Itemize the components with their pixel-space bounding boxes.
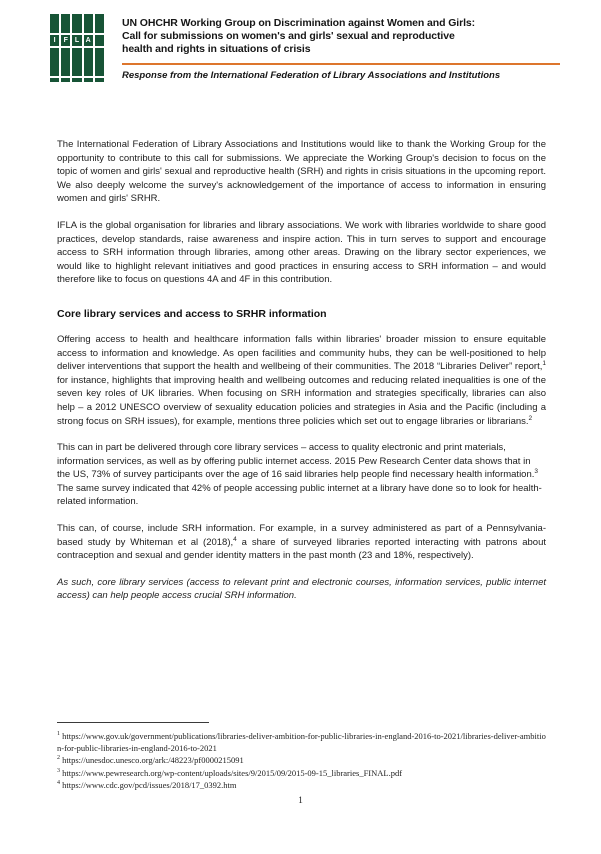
footnote-ref-2: 2	[528, 414, 533, 422]
logo-cell	[61, 78, 70, 82]
ifla-logo	[50, 14, 104, 82]
logo-cell	[72, 14, 81, 33]
logo-cell	[84, 48, 93, 76]
paragraph-health-info-mission	[57, 333, 546, 428]
footnote	[57, 754, 546, 766]
footnote-url[interactable]: https://www.gov.uk/government/publications/libraries-deliver-ambition-for-public-libraries-in-england-2016-to-2021/libraries-deliver-ambition-for-public-libraries-in-england-2016-to-2021	[57, 731, 546, 754]
logo-letter-l: L	[72, 35, 81, 46]
footnote-number: 1	[57, 731, 60, 738]
footnote	[57, 779, 546, 791]
logo-letter-a: A	[84, 35, 93, 46]
header-title-line: Call for submissions on women's and girls' sexual and reproductive	[122, 30, 455, 42]
logo-cell	[50, 48, 59, 76]
paragraph-text: a share of surveyed libraries reported interacting with patrons about contraception and sexual and gender identity matters in the past month (23 and 18%, respectively).	[57, 536, 546, 562]
document-body	[57, 138, 546, 616]
paragraph-text: for instance, highlights that improving health and wellbeing outcomes and reducing related inequalities is one of the seven key roles of UK libraries. When focusing on SRH information and strategies specifically, libraries can also help – a 2012 UNESCO overview of sexuality education policies and strategies in Asia and the Pacific (including a strong focus on SRH issues), for example, mentions three policies which set out to engage libraries or librarians.	[57, 374, 546, 427]
paragraph-text: This can, of course, include SRH information. For example, in a survey administered as part of a Pennsylvania-based study by Whiteman et al (2018),	[57, 523, 546, 548]
document-header	[50, 14, 560, 82]
paragraph-srh-survey	[57, 522, 546, 563]
footnote	[57, 767, 546, 779]
footnote-number: 4	[57, 779, 60, 786]
section-heading: Core library services and access to SRHR information	[57, 307, 327, 320]
logo-cell	[84, 78, 93, 82]
logo-cell	[95, 78, 104, 82]
footnote	[57, 730, 546, 754]
footnote-ref-1: 1	[542, 359, 546, 367]
logo-cell	[50, 14, 59, 33]
footnote-number: 3	[57, 767, 60, 774]
header-subtitle: Response from the International Federation of Library Associations and Institutions	[122, 70, 501, 81]
logo-cell	[72, 78, 81, 82]
header-title-line: UN OHCHR Working Group on Discrimination against Women and Girls:	[122, 17, 476, 29]
paragraph-about-ifla: IFLA is the global organisation for libraries and library associations. We work with libraries worldwide to share good practices, develop standards, raise awareness and inspire action. This in turn serves to support and encourage access to SRH information through libraries, among other areas. Drawing on the library sector experiences, we would like to highlight relevant initiatives and good practices in ensuring access to SRH information – and would therefore like to focus on questions 4A and 4F in this contribution.	[57, 219, 546, 286]
paragraph-core-services	[57, 441, 546, 509]
logo-letter-i: I	[50, 35, 59, 46]
header-title	[122, 17, 560, 56]
header-title-line: health and rights in situations of crisis	[122, 43, 311, 55]
paragraph-text: This can in part be delivered through core library services – access to quality electronic and print materials, information services, as well as by offering public internet access. 2015 Pew Research Center data shows that in the US, 73% of survey participants over the age of 16 said libraries help people find necessary health information.	[57, 442, 535, 481]
footnote-ref-4: 4	[233, 535, 237, 543]
logo-cell	[72, 48, 81, 76]
paragraph-text: The same survey indicated that 42% of people accessing public internet at a library have done so to look for health-related information.	[57, 482, 542, 508]
paragraph-text: Offering access to health and healthcare information falls within libraries' broader mission to ensure equitable access to information and knowledge. As open facilities and community hubs, they can be well-positioned to help deliver interventions that support the health and wellbeing of their communities. The 2018 “Libraries Deliver” report,	[57, 333, 546, 373]
page-number: 1	[298, 796, 303, 806]
footnote-ref-3: 3	[534, 468, 539, 476]
paragraph-intro-thanks: The International Federation of Library Associations and Institutions would like to thank the Working Group for the opportunity to contribute to this call for submissions. We appreciate the Working Group's decision to focus on the topic of women and girls' sexual and reproductive health (SRH) and rights in crisis situations in the upcoming report. We also deeply welcome the survey's acknowledgement of the importance of access to information in ensuring women and girls' SRHR.	[57, 139, 546, 205]
footnote-url[interactable]: https://www.cdc.gov/pcd/issues/2018/17_0392.htm	[62, 779, 237, 790]
logo-letter-f: F	[61, 35, 70, 46]
footnote-number: 2	[57, 755, 60, 762]
paragraph-conclusion-italic: As such, core library services (access to relevant print and electronic courses, information services, public internet access) can help people access crucial SRH information.	[57, 576, 546, 602]
logo-cell	[95, 48, 104, 76]
accent-divider	[122, 63, 560, 65]
footnote-url[interactable]: https://unesdoc.unesco.org/ark:/48223/pf0000215091	[62, 755, 244, 766]
logo-cell	[84, 14, 93, 33]
logo-cell	[61, 14, 70, 33]
footnote-url[interactable]: https://www.pewresearch.org/wp-content/uploads/sites/9/2015/09/2015-09-15_libraries_FINAL.pdf	[62, 767, 403, 778]
footnote-separator	[57, 722, 209, 723]
logo-cell	[61, 48, 70, 76]
logo-cell	[50, 78, 59, 82]
logo-cell	[95, 14, 104, 33]
logo-cell	[95, 35, 104, 46]
footnotes-section	[57, 722, 546, 791]
header-text-block	[122, 14, 560, 81]
